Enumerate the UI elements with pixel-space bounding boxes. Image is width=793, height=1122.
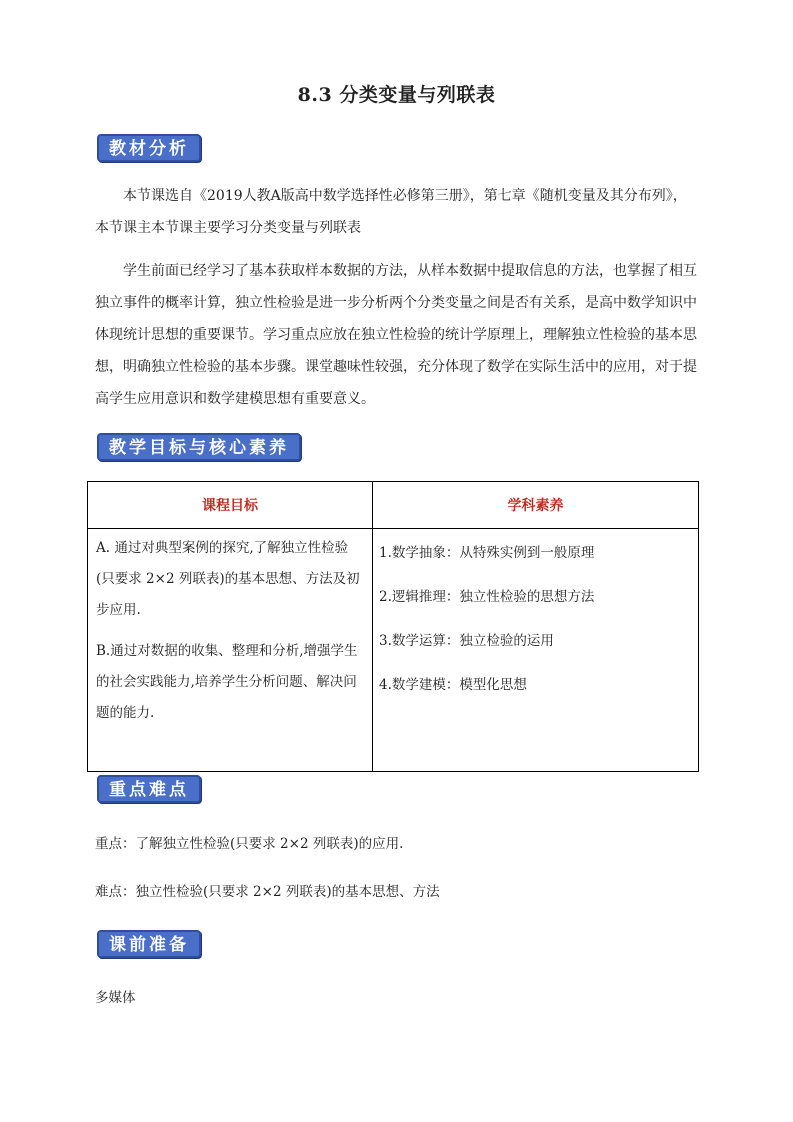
literacy-item-4: 4.数学建模：模型化思想 <box>379 677 527 693</box>
section-badge-keypoints: 重点难点 <box>97 775 201 803</box>
course-goal-b: B.通过对数据的收集、整理和分析,增强学生的社会实践能力,培养学生分析问题、解决问题的能力. <box>96 643 358 721</box>
section-badge-analysis: 教材分析 <box>97 134 201 162</box>
analysis-paragraph-2: 学生前面已经学习了基本获取样本数据的方法，从样本数据中提取信息的方法，也掌握了相互独立事件的概率计算，独立性检验是进一步分析两个分类变量之间是否有关系，是高中数学知识中体现统计思想的重要课节。学习重点应放在独立性检验的统计学原理上，理解独立性检验的基本思想，明确独立性检验的基本步骤。课堂趣味性较强，充分体现了数学在实际生活中的应用，对于提高学生应用意识和数学建模思想有重要意义。 <box>95 263 697 407</box>
section-badge-goals: 教学目标与核心素养 <box>97 433 301 461</box>
literacy-item-1: 1.数学抽象：从特殊实例到一般原理 <box>379 545 595 561</box>
goals-table <box>87 481 699 772</box>
literacy-item-3: 3.数学运算：独立检验的运用 <box>379 633 554 649</box>
difficult-point: 难点：独立性检验(只要求 2×2 列联表)的基本思想、方法 <box>95 884 440 900</box>
header-literacy: 学科素养 <box>373 482 699 529</box>
course-goals-cell <box>88 529 373 772</box>
analysis-paragraph-1: 本节课选自《2019人教A版高中数学选择性必修第三册》，第七章《随机变量及其分布列》，本节课主本节课主要学习分类变量与列联表 <box>95 188 687 236</box>
section-badge-prep: 课前准备 <box>97 930 201 958</box>
literacy-item-2: 2.逻辑推理：独立性检验的思想方法 <box>379 589 595 605</box>
header-course-goals: 课程目标 <box>88 482 373 529</box>
course-goal-a: A. 通过对典型案例的探究,了解独立性检验(只要求 2×2 列联表)的基本思想、方法及初步应用. <box>96 540 360 618</box>
prep-text: 多媒体 <box>95 990 136 1006</box>
page-title: 8.3 分类变量与列联表 <box>297 84 496 106</box>
literacy-cell <box>373 529 699 772</box>
key-point: 重点：了解独立性检验(只要求 2×2 列联表)的应用. <box>95 836 404 852</box>
